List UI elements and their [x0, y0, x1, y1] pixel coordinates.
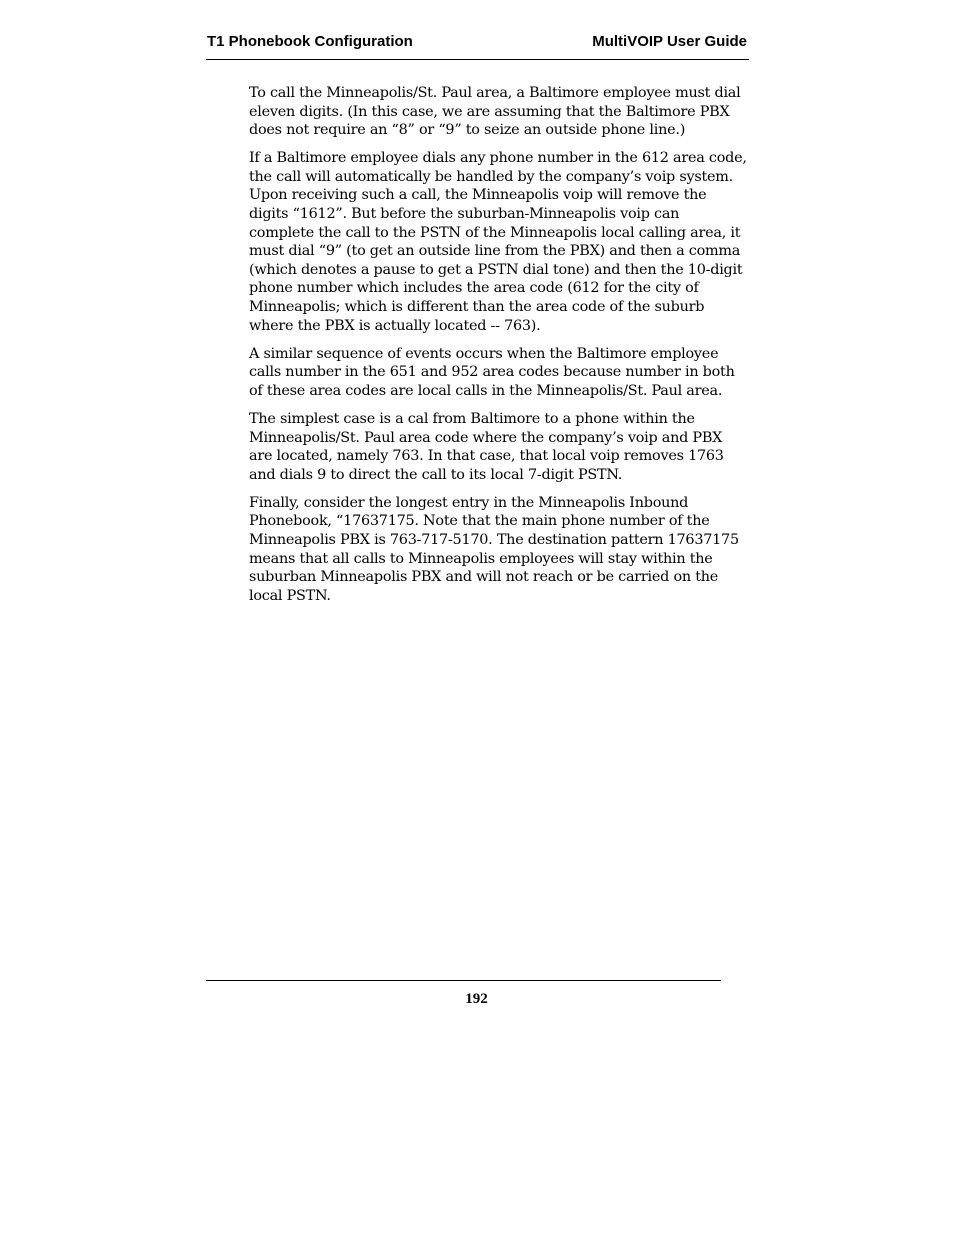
paragraph: To call the Minneapolis/St. Paul area, a Baltimore employee must dial eleven digits. (In this case, we are assuming that the Baltimore PBX does not require an “8” or “9” to seize an outside phone line.) [249, 85, 741, 139]
paragraph: The simplest case is a cal from Baltimore to a phone within the Minneapolis/St. Paul area code where the company’s voip and PBX are located, namely 763. In that case, that local voip removes 1763 and dials 9 to direct the call to its local 7-digit PSTN. [249, 411, 724, 483]
section-title: T1 Phonebook Configuration [207, 33, 413, 50]
paragraph: A similar sequence of events occurs when the Baltimore employee calls number in the 651 and 952 area codes because number in both of these area codes are local calls in the Minneapolis/St. Paul area. [249, 345, 735, 399]
paragraph: If a Baltimore employee dials any phone number in the 612 area code, the call will automatically be handled by the company’s voip system. Upon receiving such a call, the Minneapolis voip will remove the digits “1612”. But before the suburban-Minneapolis voip can complete the call to the PSTN of the Minneapolis local calling area, it must dial “9” (to get an outside line from the PBX) and then a comma (which denotes a pause to get a PSTN dial tone) and then the 10-digit phone number which includes the area code (612 for the city of Minneapolis; which is different than the area code of the suburb where the PBX is actually located -- 763). [249, 150, 747, 334]
body-text [249, 84, 747, 615]
paragraph: Finally, consider the longest entry in the Minneapolis Inbound Phonebook, “17637175. Note that the main phone number of the Minneapolis PBX is 763-717-5170. The destination pattern 17637175 means that all calls to Minneapolis employees will stay within the suburban Minneapolis PBX and will not reach or be carried on the local PSTN. [249, 494, 739, 604]
footer-divider [206, 980, 721, 981]
page-number: 192 [465, 991, 488, 1007]
page-header [206, 33, 749, 60]
guide-title: MultiVOIP User Guide [592, 33, 747, 50]
